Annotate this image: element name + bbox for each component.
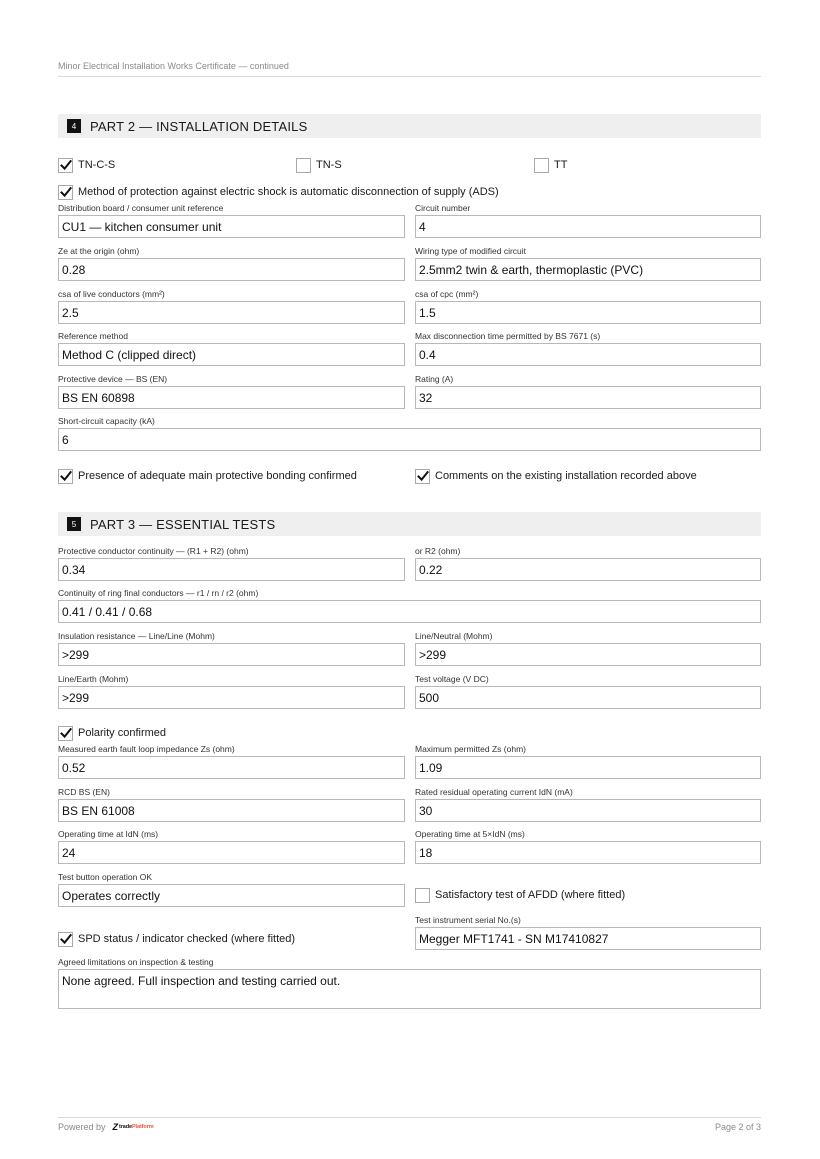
field-label: Circuit number [415,203,471,213]
page-header: Minor Electrical Installation Works Certificate — continued [58,61,289,71]
checkmark-icon [60,727,72,739]
section-part2-header [58,114,761,138]
field-label: Max disconnection time permitted by BS 7671 (s) [415,331,601,341]
checkbox[interactable] [415,888,430,903]
test-instrument-input[interactable]: Megger MFT1741 - SN M17410827 [415,927,761,950]
ir-line-line-input[interactable]: >299 [58,643,405,666]
field-label: Wiring type of modified circuit [415,246,527,256]
db-reference-input[interactable]: CU1 — kitchen consumer unit [58,215,405,238]
ir-line-neutral-input[interactable]: >299 [415,643,761,666]
header-divider [58,76,761,77]
afdd-option[interactable] [415,887,625,903]
field-label: Reference method [58,331,128,341]
test-button-input[interactable]: Operates correctly [58,884,405,907]
reference-method-input[interactable]: Method C (clipped direct) [58,343,405,366]
circuit-number-input[interactable]: 4 [415,215,761,238]
circuit-number-field [415,203,761,238]
earthing-tt-option[interactable] [534,157,567,173]
page-number: Page 2 of 3 [714,1122,761,1132]
short-circuit-capacity-input[interactable]: 6 [58,428,761,451]
checkbox[interactable] [415,469,430,484]
checkbox-label: TT [554,159,568,171]
reference-method-field [58,331,405,366]
field-label: Test instrument serial No.(s) [415,915,521,925]
section-number: 5 [67,517,81,531]
max-disconnection-time-input[interactable]: 0.4 [415,343,761,366]
limitations-field [58,957,761,1009]
checkbox[interactable] [58,726,73,741]
ads-option[interactable] [58,184,499,200]
test-voltage-field [415,674,761,709]
idn-input[interactable]: 30 [415,799,761,822]
ze-field [58,246,405,281]
logo-wordmark-part: trade [119,1124,132,1130]
ir-line-neutral-field [415,631,761,666]
zs-input[interactable]: 0.52 [58,756,405,779]
section-title: PART 2 — INSTALLATION DETAILS [90,118,308,134]
logo-wordmark [119,1124,153,1130]
ze-input[interactable]: 0.28 [58,258,405,281]
checkmark-icon [60,186,72,198]
field-label: Line/Neutral (Mohm) [415,631,493,641]
checkbox-label: Method of protection against electric shock is automatic disconnection of supply (ADS) [78,186,499,198]
checkbox[interactable] [58,185,73,200]
checkbox-label: TN-C-S [78,159,116,171]
ring-continuity-input[interactable]: 0.41 / 0.41 / 0.68 [58,600,761,623]
ir-line-earth-input[interactable]: >299 [58,686,405,709]
field-label: Maximum permitted Zs (ohm) [415,744,526,754]
powered-by-text: Powered by [58,1122,106,1132]
wiring-type-input[interactable]: 2.5mm2 twin & earth, thermoplastic (PVC) [415,258,761,281]
test-voltage-input[interactable]: 500 [415,686,761,709]
section-title: PART 3 — ESSENTIAL TESTS [90,516,276,532]
field-label: Insulation resistance — Line/Line (Mohm) [58,631,215,641]
field-label: Protective conductor continuity — (R1 + R2) (ohm) [58,546,249,556]
bonding-option[interactable] [58,468,357,484]
test-instrument-field [415,915,761,950]
checkbox-label: Polarity confirmed [78,727,167,739]
field-label: Rated residual operating current IdN (mA) [415,787,573,797]
footer-divider [58,1117,761,1118]
checkbox-label: Comments on the existing installation recorded above [435,470,697,482]
rating-field [415,374,761,409]
zs-field [58,744,405,779]
brand-logo[interactable] [113,1122,154,1132]
limitations-input[interactable]: None agreed. Full inspection and testing carried out. [58,969,761,1009]
wiring-type-field [415,246,761,281]
r1-r2-field [58,546,405,581]
operating-time-5x-input[interactable]: 18 [415,841,761,864]
rating-input[interactable]: 32 [415,386,761,409]
field-label: Protective device — BS (EN) [58,374,168,384]
field-label: Short-circuit capacity (kA) [58,416,155,426]
checkmark-icon [60,159,72,171]
checkbox[interactable] [58,158,73,173]
operating-time-input[interactable]: 24 [58,841,405,864]
rcd-bs-field [58,787,405,822]
ring-continuity-field [58,588,761,623]
spd-option[interactable] [58,931,295,947]
checkbox[interactable] [58,932,73,947]
checkbox-label: Satisfactory test of AFDD (where fitted) [435,889,626,901]
field-label: Operating time at IdN (ms) [58,829,159,839]
comments-option[interactable] [415,468,697,484]
checkmark-icon [60,470,72,482]
field-label: csa of live conductors (mm²) [58,289,165,299]
logo-mark: Z [112,1122,119,1132]
section-part3-header [58,512,761,536]
field-label: or R2 (ohm) [415,546,461,556]
idn-field [415,787,761,822]
csa-cpc-input[interactable]: 1.5 [415,301,761,324]
field-label: csa of cpc (mm²) [415,289,479,299]
field-label: Test voltage (V DC) [415,674,489,684]
polarity-option[interactable] [58,725,166,741]
checkmark-icon [417,470,429,482]
csa-cpc-field [415,289,761,324]
footer-powered-by [58,1122,154,1132]
protective-device-input[interactable]: BS EN 60898 [58,386,405,409]
checkbox-label: Presence of adequate main protective bonding confirmed [78,470,357,482]
checkbox[interactable] [534,158,549,173]
test-button-field [58,872,405,907]
operating-time-5x-field [415,829,761,864]
field-label: Operating time at 5×IdN (ms) [415,829,525,839]
checkbox[interactable] [58,469,73,484]
rcd-bs-input[interactable]: BS EN 61008 [58,799,405,822]
max-disconnection-time-field [415,331,761,366]
csa-live-input[interactable]: 2.5 [58,301,405,324]
field-label: Line/Earth (Mohm) [58,674,129,684]
max-zs-input[interactable]: 1.09 [415,756,761,779]
checkbox-label: TN-S [316,159,342,171]
field-label: RCD BS (EN) [58,787,110,797]
field-label: Rating (A) [415,374,454,384]
protective-device-field [58,374,405,409]
earthing-tns-option[interactable] [296,157,342,173]
checkbox[interactable] [296,158,311,173]
checkmark-icon [60,933,72,945]
ir-line-earth-field [58,674,405,709]
field-label: Ze at the origin (ohm) [58,246,140,256]
checkbox-label: SPD status / indicator checked (where fitted) [78,933,296,945]
ir-line-line-field [58,631,405,666]
logo-wordmark-part: Platform [131,1124,154,1130]
r2-field [415,546,761,581]
db-reference-field [58,203,405,238]
r2-input[interactable]: 0.22 [415,558,761,581]
operating-time-field [58,829,405,864]
field-label: Agreed limitations on inspection & testing [58,957,214,967]
section-number: 4 [67,119,81,133]
max-zs-field [415,744,761,779]
field-label: Measured earth fault loop impedance Zs (ohm) [58,744,235,754]
field-label: Distribution board / consumer unit reference [58,203,224,213]
earthing-tncs-option[interactable] [58,157,115,173]
field-label: Continuity of ring final conductors — r1 / rn / r2 (ohm) [58,588,259,598]
r1-r2-input[interactable]: 0.34 [58,558,405,581]
csa-live-field [58,289,405,324]
short-circuit-capacity-field [58,416,761,451]
field-label: Test button operation OK [58,872,153,882]
